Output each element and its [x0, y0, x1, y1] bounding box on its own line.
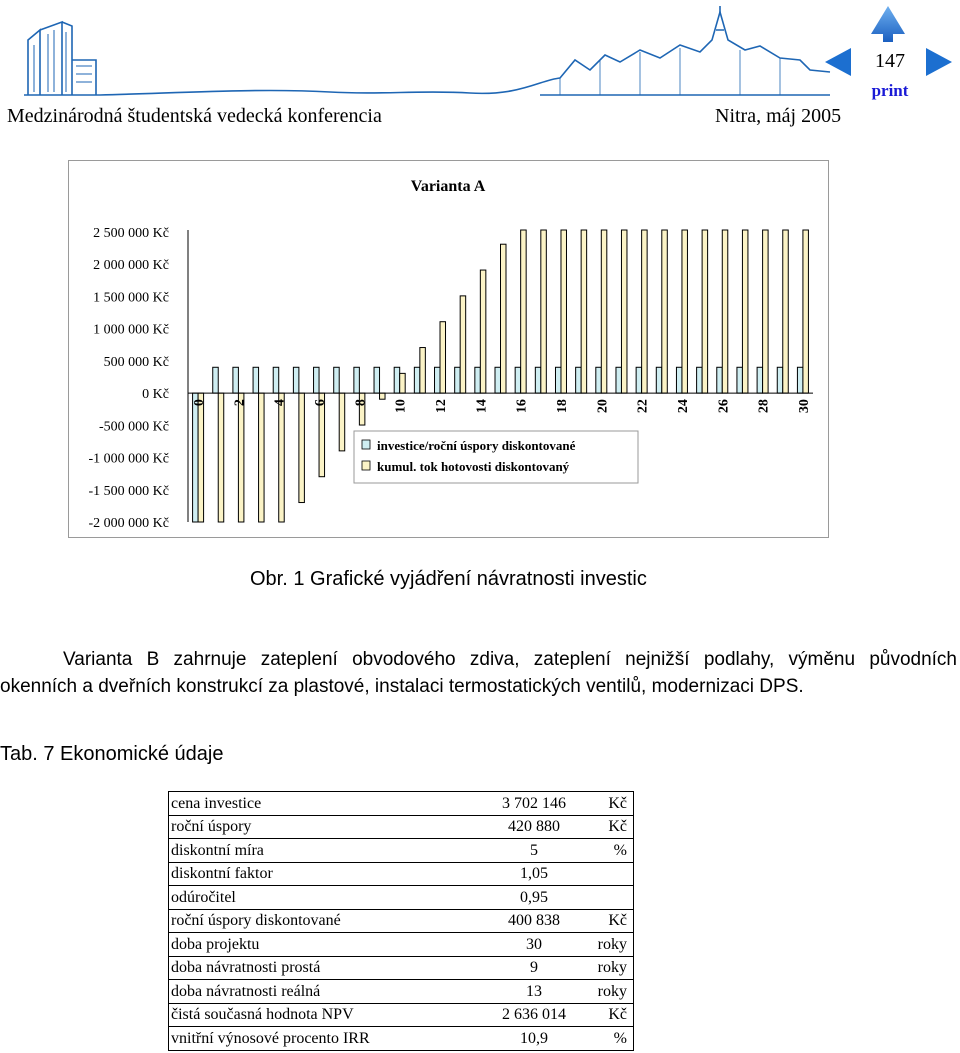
- bar-investice: [213, 367, 219, 393]
- bar-kumul: [561, 230, 567, 393]
- bar-kumul: [501, 244, 507, 393]
- bar-investice: [697, 367, 703, 393]
- bar-investice: [293, 367, 299, 393]
- table-row: [169, 933, 634, 957]
- bar-kumul: [218, 393, 224, 522]
- y-tick-label: 0 Kč: [142, 387, 169, 403]
- table-row: [169, 956, 634, 980]
- bar-kumul: [682, 230, 688, 393]
- table-cell-label: doba projektu: [169, 933, 490, 957]
- y-tick-label: 2 000 000 Kč: [93, 258, 169, 274]
- table-cell-label: diskontní míra: [169, 839, 490, 863]
- bar-kumul: [581, 230, 587, 393]
- bar-investice: [334, 367, 340, 393]
- table-cell-unit: Kč: [579, 1003, 634, 1027]
- bar-investice: [676, 367, 682, 393]
- y-tick-label: 1 500 000 Kč: [93, 290, 169, 306]
- bar-kumul: [763, 230, 769, 393]
- bar-kumul: [722, 230, 728, 393]
- bar-investice: [193, 393, 199, 522]
- bar-investice: [495, 367, 501, 393]
- figure-caption: Obr. 1 Grafické vyjádření návratnosti investic: [250, 568, 647, 590]
- bar-kumul: [460, 296, 466, 393]
- bar-kumul: [480, 270, 486, 393]
- bar-investice: [596, 367, 602, 393]
- y-tick-label: 2 500 000 Kč: [93, 226, 169, 241]
- bar-investice: [253, 367, 259, 393]
- bar-kumul: [642, 230, 648, 393]
- table-cell-label: doba návratnosti reálná: [169, 980, 490, 1004]
- bar-investice: [354, 367, 360, 393]
- paragraph-line-1: Varianta B zahrnuje zateplení obvodového zdiva, zateplení nejnižší podlahy, výměnu původních: [63, 649, 957, 670]
- bar-investice: [233, 367, 239, 393]
- bar-investice: [435, 367, 441, 393]
- table-cell-value: 13: [489, 980, 579, 1004]
- table-row: [169, 792, 634, 816]
- bar-kumul: [662, 230, 668, 393]
- table-cell-unit: Kč: [579, 815, 634, 839]
- table-cell-label: doba návratnosti prostá: [169, 956, 490, 980]
- table-cell-value: 1,05: [489, 862, 579, 886]
- table-row: [169, 1003, 634, 1027]
- x-tick-label: 14: [474, 399, 490, 414]
- bar-kumul: [359, 393, 365, 425]
- bar-investice: [576, 367, 582, 393]
- table-cell-unit: [579, 886, 634, 910]
- x-tick-label: 16: [514, 399, 530, 414]
- legend-label-kumul: kumul. tok hotovosti diskontovaný: [377, 459, 570, 474]
- legend-swatch-investice: [362, 440, 370, 449]
- nav-up-arrow-icon[interactable]: [869, 4, 907, 44]
- paragraph-line-2: okenních a dveřních konstrukcí za plastové, instalaci termostatických ventilů, modernizaci DPS.: [0, 676, 804, 697]
- bar-kumul: [440, 322, 446, 393]
- bar-investice: [374, 367, 380, 393]
- bar-investice: [515, 367, 521, 393]
- y-tick-label: -2 000 000 Kč: [88, 516, 169, 531]
- bar-investice: [475, 367, 481, 393]
- bar-kumul: [601, 230, 607, 393]
- x-tick-label: 22: [635, 399, 651, 414]
- x-tick-label: 6: [313, 399, 329, 407]
- bar-kumul: [742, 230, 748, 393]
- table-cell-value: 9: [489, 956, 579, 980]
- bar-kumul: [803, 230, 809, 393]
- table-row: [169, 1027, 634, 1051]
- table-cell-value: 400 838: [489, 909, 579, 933]
- bar-kumul: [198, 393, 204, 522]
- x-tick-label: 4: [272, 399, 288, 407]
- table-cell-unit: roky: [579, 980, 634, 1004]
- bar-investice: [414, 367, 420, 393]
- bar-kumul: [279, 393, 285, 522]
- table-cell-unit: roky: [579, 933, 634, 957]
- table-cell-label: čistá současná hodnota NPV: [169, 1003, 490, 1027]
- bar-kumul: [702, 230, 708, 393]
- table-row: [169, 815, 634, 839]
- table-cell-label: vnitřní výnosové procento IRR: [169, 1027, 490, 1051]
- table-cell-unit: %: [579, 1027, 634, 1051]
- bar-investice: [555, 367, 561, 393]
- body-paragraph: [0, 646, 957, 700]
- table-cell-value: 30: [489, 933, 579, 957]
- nav-prev-arrow-icon[interactable]: [823, 46, 853, 78]
- place-date: Nitra, máj 2005: [715, 105, 842, 127]
- x-tick-label: 10: [393, 399, 409, 414]
- bar-investice: [656, 367, 662, 393]
- bar-investice: [394, 367, 400, 393]
- bar-kumul: [299, 393, 305, 502]
- chart-legend: [354, 431, 638, 483]
- legend-label-investice: investice/roční úspory diskontované: [377, 438, 576, 453]
- table-cell-label: diskontní faktor: [169, 862, 490, 886]
- y-tick-label: -1 000 000 Kč: [88, 451, 169, 467]
- x-tick-label: 18: [554, 399, 570, 414]
- table-row: [169, 909, 634, 933]
- table-cell-value: 0,95: [489, 886, 579, 910]
- x-tick-label: 2: [232, 399, 248, 407]
- x-tick-label: 12: [434, 399, 450, 414]
- page-number: 147: [875, 50, 905, 72]
- table-cell-unit: Kč: [579, 909, 634, 933]
- table-row: [169, 839, 634, 863]
- bar-investice: [535, 367, 541, 393]
- bar-investice: [797, 367, 803, 393]
- bar-investice: [777, 367, 783, 393]
- bar-kumul: [621, 230, 627, 393]
- table-cell-value: 420 880: [489, 815, 579, 839]
- table-cell-value: 5: [489, 839, 579, 863]
- bar-kumul: [339, 393, 345, 451]
- bar-kumul: [521, 230, 527, 393]
- bar-investice: [273, 367, 279, 393]
- bar-kumul: [541, 230, 547, 393]
- x-tick-label: 8: [353, 399, 369, 407]
- bar-kumul: [783, 230, 789, 393]
- table-cell-unit: Kč: [579, 792, 634, 816]
- table-cell-value: 2 636 014: [489, 1003, 579, 1027]
- table-cell-value: 3 702 146: [489, 792, 579, 816]
- x-tick-label: 20: [595, 399, 611, 414]
- bar-investice: [314, 367, 320, 393]
- economic-data-table: [168, 791, 634, 1051]
- y-tick-label: 500 000 Kč: [103, 354, 169, 370]
- conference-logo: [0, 0, 860, 100]
- y-tick-label: -500 000 Kč: [99, 419, 169, 435]
- bar-investice: [717, 367, 723, 393]
- bar-investice: [737, 367, 743, 393]
- print-link[interactable]: print: [871, 81, 909, 100]
- table-cell-label: roční úspory: [169, 815, 490, 839]
- y-tick-label: 1 000 000 Kč: [93, 322, 169, 338]
- table-title: Tab. 7 Ekonomické údaje: [0, 743, 224, 765]
- bar-kumul: [238, 393, 244, 522]
- table-cell-label: odúročitel: [169, 886, 490, 910]
- bar-investice: [455, 367, 461, 393]
- table-row: [169, 980, 634, 1004]
- bar-kumul: [420, 348, 426, 394]
- bar-investice: [636, 367, 642, 393]
- x-tick-label: 28: [756, 399, 772, 414]
- table-cell-label: cena investice: [169, 792, 490, 816]
- nav-next-arrow-icon[interactable]: [924, 46, 954, 78]
- table-cell-unit: %: [579, 839, 634, 863]
- table-cell-label: roční úspory diskontované: [169, 909, 490, 933]
- table-row: [169, 862, 634, 886]
- table-cell-unit: [579, 862, 634, 886]
- table-row: [169, 886, 634, 910]
- chart-varianta-a: [68, 160, 829, 538]
- x-tick-label: 30: [796, 399, 812, 414]
- bar-investice: [616, 367, 622, 393]
- table-cell-value: 10,9: [489, 1027, 579, 1051]
- chart-title: Varianta A: [410, 178, 486, 195]
- legend-swatch-kumul: [362, 461, 370, 470]
- bar-kumul: [259, 393, 265, 522]
- x-tick-label: 24: [675, 399, 691, 414]
- x-tick-label: 0: [192, 399, 208, 407]
- table-cell-unit: roky: [579, 956, 634, 980]
- bar-kumul: [380, 393, 386, 399]
- conference-name: Medzinárodná študentská vedecká konferencia: [7, 105, 382, 127]
- bar-kumul: [400, 373, 406, 393]
- x-tick-label: 26: [716, 399, 732, 414]
- y-tick-label: -1 500 000 Kč: [88, 483, 169, 499]
- bar-investice: [757, 367, 763, 393]
